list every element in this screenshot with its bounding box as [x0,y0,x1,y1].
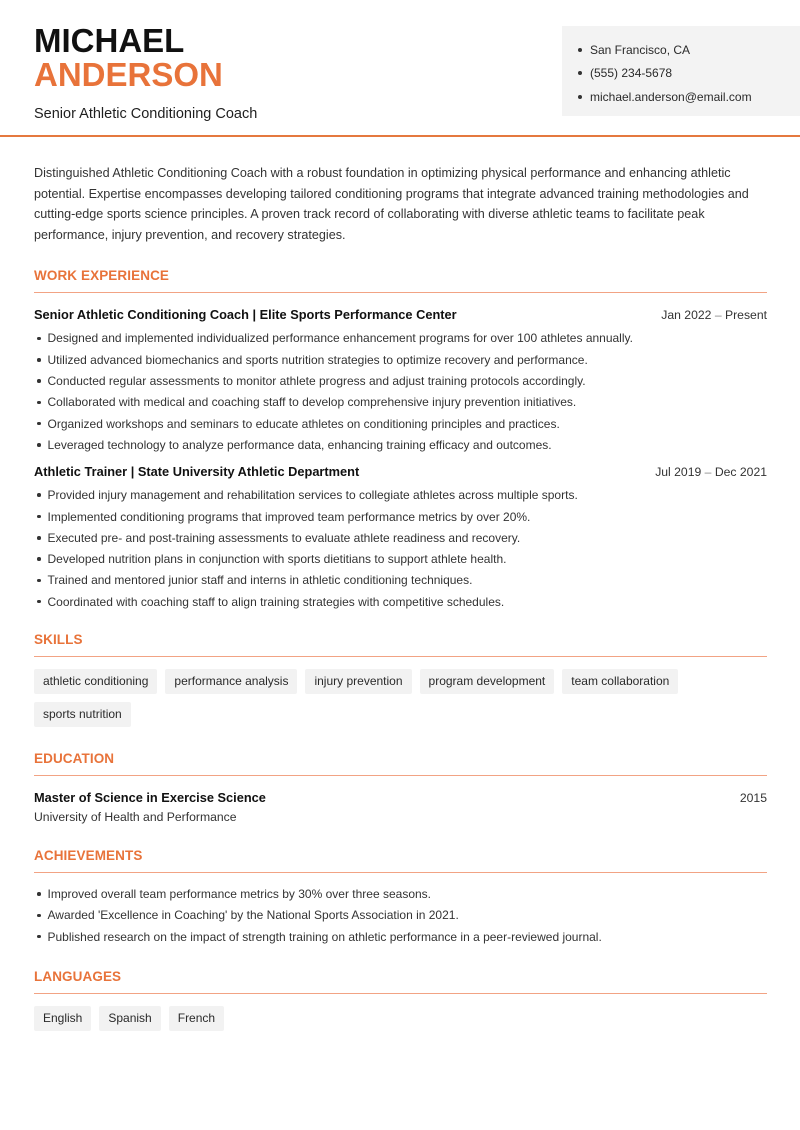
language-tag: French [169,1006,224,1031]
skill-tag: team collaboration [562,669,678,694]
skill-tag: injury prevention [305,669,411,694]
section-title-education: EDUCATION [34,751,767,776]
education-year: 2015 [739,791,767,806]
list-item-text: Organized workshops and seminars to educate athletes on conditioning principles and practices. [47,416,560,431]
contact-location-text: San Francisco, CA [590,42,691,57]
bullet-icon [37,515,41,519]
list-item-text: Conducted regular assessments to monitor athlete progress and adjust training protocols accordingly. [47,374,586,389]
list-item [34,485,767,506]
resume-body [34,163,767,1031]
list-item [34,527,767,548]
language-tags [34,1006,767,1031]
achievements-section [34,848,767,947]
contact-location [578,38,800,62]
list-item-text: Awarded 'Excellence in Coaching' by the National Sports Association in 2021. [47,908,459,923]
list-item [34,392,767,413]
skills-tags [34,669,767,727]
section-title-languages: LANGUAGES [34,969,767,994]
bullet-icon [578,48,582,52]
section-title-work: WORK EXPERIENCE [34,268,767,293]
job-dates [655,465,767,479]
bullet-icon [37,557,41,561]
list-item [34,370,767,391]
list-item-text: Developed nutrition plans in conjunction with sports dietitians to support athlete health. [47,552,507,567]
list-item-text: Collaborated with medical and coaching staff to develop comprehensive injury prevention initiatives. [47,395,577,410]
work-experience-section [34,268,767,613]
job-bullets [34,328,767,456]
job-entry [34,307,767,456]
contact-email [578,85,800,109]
education-school: University of Health and Performance [34,810,237,825]
job-start: Jan 2022 [661,307,712,322]
languages-section [34,969,767,1031]
contact-phone [578,62,800,86]
job-start: Jul 2019 [655,464,702,479]
list-item-text: Utilized advanced biomechanics and sports nutrition strategies to optimize recovery and performance. [47,352,588,367]
list-item-text: Trained and mentored junior staff and interns in athletic conditioning techniques. [47,573,473,588]
list-item [34,413,767,434]
job-dates [661,308,767,322]
job-bullets [34,485,767,613]
name-block [34,24,257,122]
achievement-list [34,883,767,947]
date-separator: – [704,464,712,479]
bullet-icon [37,579,41,583]
education-section [34,751,767,824]
skill-tag: sports nutrition [34,702,131,727]
skill-tag: performance analysis [165,669,297,694]
bullet-icon [37,422,41,426]
list-item [34,349,767,370]
language-tag: Spanish [99,1006,160,1031]
job-role: Athletic Trainer | State University Athletic Department [34,463,360,479]
job-entry [34,464,767,613]
list-item-text: Leveraged technology to analyze performance data, enhancing training efficacy and outcomes. [47,437,552,452]
list-item-text: Designed and implemented individualized performance enhancement programs for over 100 athletes annually. [47,331,633,346]
list-item-text: Improved overall team performance metrics by 30% over three seasons. [47,887,432,902]
bullet-icon [578,71,582,75]
date-separator: – [714,307,722,322]
list-item [34,548,767,569]
contact-phone-text: (555) 234-5678 [590,66,673,81]
bullet-icon [37,892,41,896]
list-item [34,506,767,527]
bullet-icon [578,95,582,99]
education-degree: Master of Science in Exercise Science [34,790,266,806]
job-title: Senior Athletic Conditioning Coach [34,106,258,122]
job-end: Dec 2021 [714,464,767,479]
list-item [34,570,767,591]
bullet-icon [37,914,41,918]
contact-email-text: michael.anderson@email.com [590,89,752,104]
list-item [34,328,767,349]
resume-header [0,0,800,137]
list-item-text: Implemented conditioning programs that improved team performance metrics by over 20%. [47,509,531,524]
section-title-achievements: ACHIEVEMENTS [34,848,767,873]
list-item-text: Coordinated with coaching staff to align training strategies with competitive schedules. [47,594,505,609]
job-end: Present [724,307,767,322]
bullet-icon [37,379,41,383]
bullet-icon [37,935,41,939]
last-name: ANDERSON [34,56,223,93]
list-item [34,926,767,947]
list-item [34,883,767,904]
bullet-icon [37,358,41,362]
section-title-skills: SKILLS [34,632,767,657]
bullet-icon [37,493,41,497]
first-name: MICHAEL [34,22,185,59]
list-item-text: Published research on the impact of strength training on athletic performance in a peer-reviewed journal. [47,929,602,944]
language-tag: English [34,1006,91,1031]
bullet-icon [37,600,41,604]
bullet-icon [37,443,41,447]
list-item-text: Provided injury management and rehabilitation services to collegiate athletes across multiple sports. [47,488,578,503]
list-item [34,905,767,926]
skills-section [34,632,767,727]
list-item-text: Executed pre- and post-training assessments to evaluate athlete readiness and recovery. [47,530,521,545]
contact-box [562,26,800,116]
bullet-icon [37,401,41,405]
list-item [34,434,767,455]
skill-tag: program development [420,669,555,694]
job-role: Senior Athletic Conditioning Coach | Elite Sports Performance Center [34,306,457,322]
list-item [34,591,767,612]
bullet-icon [37,536,41,540]
professional-summary: Distinguished Athletic Conditioning Coach with a robust foundation in optimizing physical performance and enhancing athletic potential. Expertise encompasses developing tailored conditioning programs that integrate advanced training methodologies and cutting-edge sports science principles. A proven track record of collaborating with diverse athletic teams to facilitate peak performance, injury prevention, and recovery strategies. [34,166,749,243]
skill-tag: athletic conditioning [34,669,157,694]
bullet-icon [37,337,41,341]
